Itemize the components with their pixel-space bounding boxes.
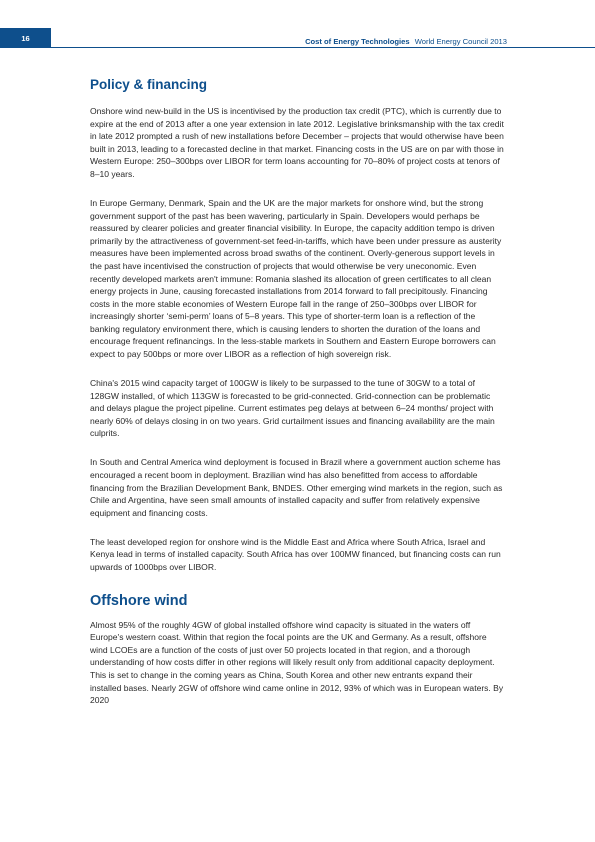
paragraph: Onshore wind new-build in the US is incentivised by the production tax credit (PTC), which is currently due to expire at the end of 2013 after a one year extension in late 2012. Legislative brinksmanship with the tax credit in late 2012 prompted a rush of new installations before December – projects that would otherwise have been built in 2013, leading to a forecasted decline in that market. Financing costs in the US are on par with those in Western Europe: 250–300bps over LIBOR for term loans accounting for 70–80% of project costs at tenors of 8–10 years. <box>90 106 504 179</box>
main-content <box>90 76 506 723</box>
organization-name: World Energy Council 2013 <box>414 37 507 46</box>
paragraph: China's 2015 wind capacity target of 100GW is likely to be surpassed to the tune of 30GW to a total of 128GW installed, of which 113GW is forecasted to be grid-connected. Grid-connection can be problematic and delays plague the project pipeline. Current estimates peg delays at between 6–24 months/ project with nearly 60% of delays closing in on two years. Grid curtailment issues and financing availability are the main culprits. <box>90 378 495 439</box>
paragraph: In Europe Germany, Denmark, Spain and the UK are the major markets for onshore wind, but the strong government support of the past has been wavering, particularly in Spain. Developers would perhaps be reassured by clearer policies and greater financial visibility. In Europe, the capacity addition tempo is driven primarily by the attractiveness of government-set feed-in-tariffs, which have been under pressure as austerity measures have been implemented across broad swaths of the continent. Overly-generous support levels in the past have incentivised the construction of projects that would otherwise be very uneconomic. Even recently developed markets aren't immune: Romania slashed its allocation of green certificates to all clean energy projects in June, causing forecasted installations from 2014 forward to fall precipitously. Financing costs in the more stable economies of Western Europe fall in the range of 250–300bps over LIBOR for increasingly shorter ‘semi-perm’ loans of 5–8 years. This type of shorter-term loan is a reflection of the banking regulatory environment there, which is causing lenders to shorten the duration of the loans and encourage frequent refinancings. In the less-stable markets in Southern and Eastern Europe borrowers can expect to pay 500bps or more over LIBOR as a reflection of high sovereign risk. <box>90 197 502 360</box>
paragraph: In South and Central America wind deployment is focused in Brazil where a government auction scheme has encouraged a recent boom in deployment. Brazilian wind has also benefitted from access to affordable financing from the Brazilian Development Bank, BNDES. Other emerging wind markets in the region, such as Chile and Argentina, have seen small amounts of installed capacity and suffer from relatively expensive equipment and financing costs. <box>90 457 503 518</box>
paragraph: Almost 95% of the roughly 4GW of global installed offshore wind capacity is situated in the waters off Europe's western coast. Within that region the focal points are the UK and Germany. As a result, offshore wind LCOEs are a function of the costs of just over 50 projects located in that region, and a thorough understanding of how costs differ in other regions will likely result only from additional capacity deployment. This is set to change in the coming years as China, South Korea and other new entrants expand their installed bases. Nearly 2GW of offshore wind came online in 2012, 93% of which was in European waters. By 2020 <box>90 619 504 706</box>
page-number: 16 <box>0 28 51 48</box>
section-heading-policy-financing: Policy & financing <box>90 77 208 92</box>
document-title: Cost of Energy Technologies <box>305 37 410 46</box>
paragraph: The least developed region for onshore wind is the Middle East and Africa where South Africa, Israel and Kenya lead in terms of installed capacity. South Africa has over 100MW financed, but financing costs can run upwards of 1000bps over LIBOR. <box>90 536 501 572</box>
running-header <box>305 37 507 46</box>
section-heading-offshore-wind: Offshore wind <box>90 592 188 609</box>
header-rule <box>51 47 595 48</box>
